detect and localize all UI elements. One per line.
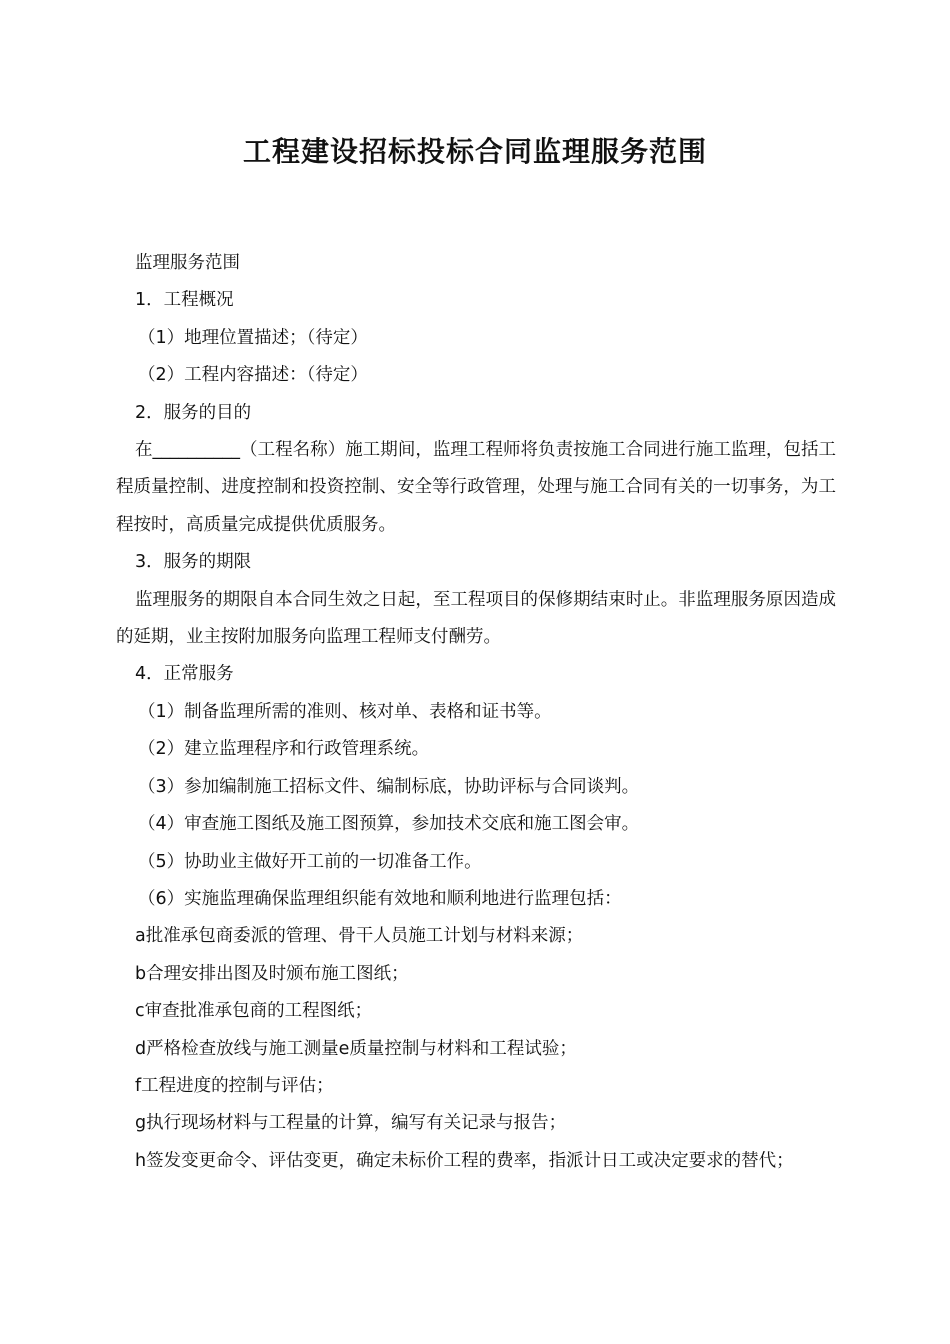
section-heading: 2．服务的目的 xyxy=(135,402,252,423)
list-item: （2）工程内容描述：（待定） xyxy=(138,365,368,386)
list-item: （2）建立监理程序和行政管理系统。 xyxy=(138,739,430,760)
section-heading: 4．正常服务 xyxy=(135,664,234,685)
sub-list-item: h签发变更命令、评估变更，确定未标价工程的费率，指派计日工或决定要求的替代； xyxy=(135,1150,794,1171)
sub-list-item: g执行现场材料与工程量的计算，编写有关记录与报告； xyxy=(135,1113,567,1134)
list-item: （6）实施监理确保监理组织能有效地和顺利地进行监理包括： xyxy=(138,888,622,909)
sub-list-item: d严格检查放线与施工测量e质量控制与材料和工程试验； xyxy=(135,1038,577,1059)
list-item: （4）审查施工图纸及施工图预算，参加技术交底和施工图会审。 xyxy=(138,814,640,835)
section-heading: 1．工程概况 xyxy=(135,290,234,311)
document-title: 工程建设招标投标合同监理服务范围 xyxy=(242,135,707,168)
body-paragraph: 监理服务的期限自本合同生效之日起，至工程项目的保修期结束时止。非监理服务原因造成的延期，业主按附加服务向监理工程师支付酬劳。 xyxy=(116,589,836,648)
document-body xyxy=(116,245,836,1180)
sub-list-item: c审查批准承包商的工程图纸； xyxy=(135,1001,373,1022)
sub-list-item: a批准承包商委派的管理、骨干人员施工计划与材料来源； xyxy=(135,926,584,947)
sub-list-item: f工程进度的控制与评估； xyxy=(135,1075,334,1096)
list-item: （1）地理位置描述；（待定） xyxy=(138,327,368,348)
sub-list-item: b合理安排出图及时颁布施工图纸； xyxy=(135,963,409,984)
list-item: （1）制备监理所需的准则、核对单、表格和证书等。 xyxy=(138,701,552,722)
body-paragraph: 在__________（工程名称）施工期间，监理工程师将负责按施工合同进行施工监理，包括工程质量控制、进度控制和投资控制、安全等行政管理，处理与施工合同有关的一切事务，为工程按时，高质量完成提供优质服务。 xyxy=(116,440,836,535)
list-item: （5）协助业主做好开工前的一切准备工作。 xyxy=(138,851,482,872)
section-heading: 3．服务的期限 xyxy=(135,552,252,573)
section-heading: 监理服务范围 xyxy=(135,253,240,273)
list-item: （3）参加编制施工招标文件、编制标底，协助评标与合同谈判。 xyxy=(138,776,640,797)
